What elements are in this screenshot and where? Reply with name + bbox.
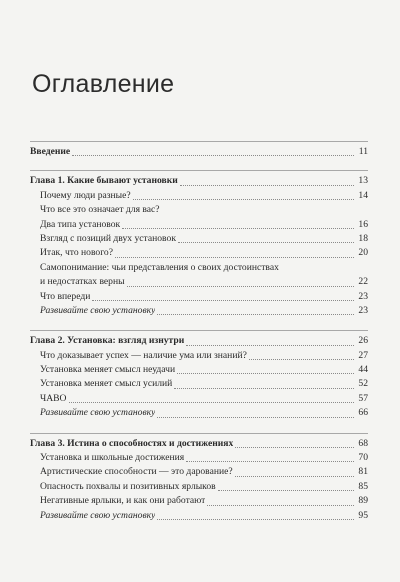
toc-label: Установка меняет смысл неудачи bbox=[40, 364, 176, 376]
leader-dots bbox=[92, 299, 354, 301]
leader-dots bbox=[235, 475, 354, 477]
toc-chapter-2 bbox=[30, 330, 368, 420]
toc-page: 85 bbox=[358, 480, 368, 492]
toc-line[interactable] bbox=[30, 232, 368, 246]
toc-label: Артистические способности — это дарование? bbox=[40, 466, 233, 478]
toc-line[interactable] bbox=[30, 304, 368, 318]
toc-label: Два типа установок bbox=[40, 218, 121, 230]
toc-line[interactable] bbox=[30, 349, 368, 363]
toc-line[interactable] bbox=[30, 406, 368, 420]
toc-line[interactable] bbox=[30, 480, 368, 494]
toc-page: 44 bbox=[358, 364, 368, 376]
toc-chapter-3 bbox=[30, 433, 368, 523]
toc-label: Что все это означает для вас? bbox=[40, 204, 160, 216]
toc-line[interactable] bbox=[30, 451, 368, 465]
toc-label: Глава 1. Какие бывают установки bbox=[30, 175, 178, 187]
leader-dots bbox=[157, 518, 354, 520]
toc-page: 27 bbox=[358, 349, 368, 361]
leader-dots bbox=[133, 198, 354, 200]
leader-dots bbox=[218, 489, 354, 491]
toc-line[interactable] bbox=[30, 437, 368, 451]
leader-dots bbox=[127, 285, 354, 287]
toc-page: 23 bbox=[358, 290, 368, 302]
page-title: Оглавление bbox=[32, 70, 175, 98]
leader-dots bbox=[157, 416, 354, 418]
toc-page: 68 bbox=[358, 437, 368, 449]
toc-page: 23 bbox=[358, 304, 368, 316]
leader-dots bbox=[207, 504, 354, 506]
toc-line[interactable] bbox=[30, 363, 368, 377]
toc-page: 18 bbox=[358, 232, 368, 244]
toc-chapter-1 bbox=[30, 170, 368, 318]
toc-line[interactable] bbox=[30, 509, 368, 523]
toc-line[interactable] bbox=[30, 290, 368, 304]
toc-page: 22 bbox=[358, 276, 368, 288]
leader-dots bbox=[235, 446, 354, 448]
toc-line[interactable] bbox=[30, 174, 368, 188]
toc-label: Что впереди bbox=[40, 290, 91, 302]
leader-dots bbox=[180, 184, 354, 186]
toc-label: Что доказывает успех — наличие ума или знаний? bbox=[40, 349, 247, 361]
leader-dots bbox=[122, 227, 354, 229]
toc-label: Развивайте свою установку bbox=[40, 407, 156, 419]
toc-page: 52 bbox=[358, 378, 368, 390]
toc-line[interactable] bbox=[30, 203, 368, 217]
toc-label: Глава 2. Установка: взгляд изнутри bbox=[30, 335, 185, 347]
leader-dots bbox=[115, 256, 354, 258]
toc-page: 20 bbox=[358, 247, 368, 259]
toc-label: Опасность похвалы и позитивных ярлыков bbox=[40, 480, 216, 492]
toc-page: 26 bbox=[358, 335, 368, 347]
toc-label: Введение bbox=[30, 146, 71, 157]
toc-label-line2: и недостатках верны bbox=[40, 276, 125, 288]
toc-line-multi[interactable] bbox=[30, 261, 368, 290]
toc-label: Негативные ярлыки, и как они работают bbox=[40, 495, 206, 507]
toc-page: 11 bbox=[358, 146, 368, 157]
toc-line[interactable] bbox=[30, 377, 368, 391]
toc-label: Развивайте свою установку bbox=[40, 509, 156, 521]
toc-page: 66 bbox=[358, 407, 368, 419]
toc-label: ЧАВО bbox=[40, 392, 67, 404]
leader-dots bbox=[249, 358, 354, 360]
toc-label: Установка меняет смысл усилий bbox=[40, 378, 173, 390]
toc-line[interactable] bbox=[30, 189, 368, 203]
toc-label: Глава 3. Истина о способностях и достижениях bbox=[30, 437, 234, 449]
toc-page: 70 bbox=[358, 452, 368, 464]
leader-dots bbox=[186, 344, 354, 346]
leader-dots bbox=[177, 372, 354, 374]
toc-line[interactable] bbox=[30, 465, 368, 479]
leader-dots bbox=[69, 401, 355, 403]
toc-label: Почему люди разные? bbox=[40, 189, 131, 201]
leader-dots bbox=[174, 387, 354, 389]
leader-dots bbox=[186, 460, 354, 462]
toc-page: 57 bbox=[358, 392, 368, 404]
toc-line[interactable] bbox=[30, 145, 368, 159]
toc-label: Взгляд с позиций двух установок bbox=[40, 232, 176, 244]
leader-dots bbox=[157, 313, 354, 315]
leader-dots bbox=[72, 154, 354, 156]
toc-label: Развивайте свою установку bbox=[40, 304, 156, 316]
toc-line[interactable] bbox=[30, 494, 368, 508]
toc-line[interactable] bbox=[30, 334, 368, 348]
toc-label-line1: Самопонимание: чьи представления о своих достоинствах bbox=[40, 261, 279, 273]
toc-page: 16 bbox=[358, 218, 368, 230]
toc-label: Установка и школьные достижения bbox=[40, 452, 185, 464]
toc-page: 81 bbox=[358, 466, 368, 478]
toc-line[interactable] bbox=[30, 218, 368, 232]
toc-line[interactable] bbox=[30, 392, 368, 406]
toc-intro bbox=[30, 141, 368, 159]
toc-page: 13 bbox=[358, 175, 368, 187]
toc-page: 95 bbox=[358, 509, 368, 521]
table-of-contents bbox=[30, 141, 368, 523]
toc-page: 14 bbox=[358, 189, 368, 201]
toc-label: Итак, что нового? bbox=[40, 247, 113, 259]
leader-dots bbox=[178, 241, 354, 243]
toc-page: 89 bbox=[358, 495, 368, 507]
toc-line[interactable] bbox=[30, 246, 368, 260]
